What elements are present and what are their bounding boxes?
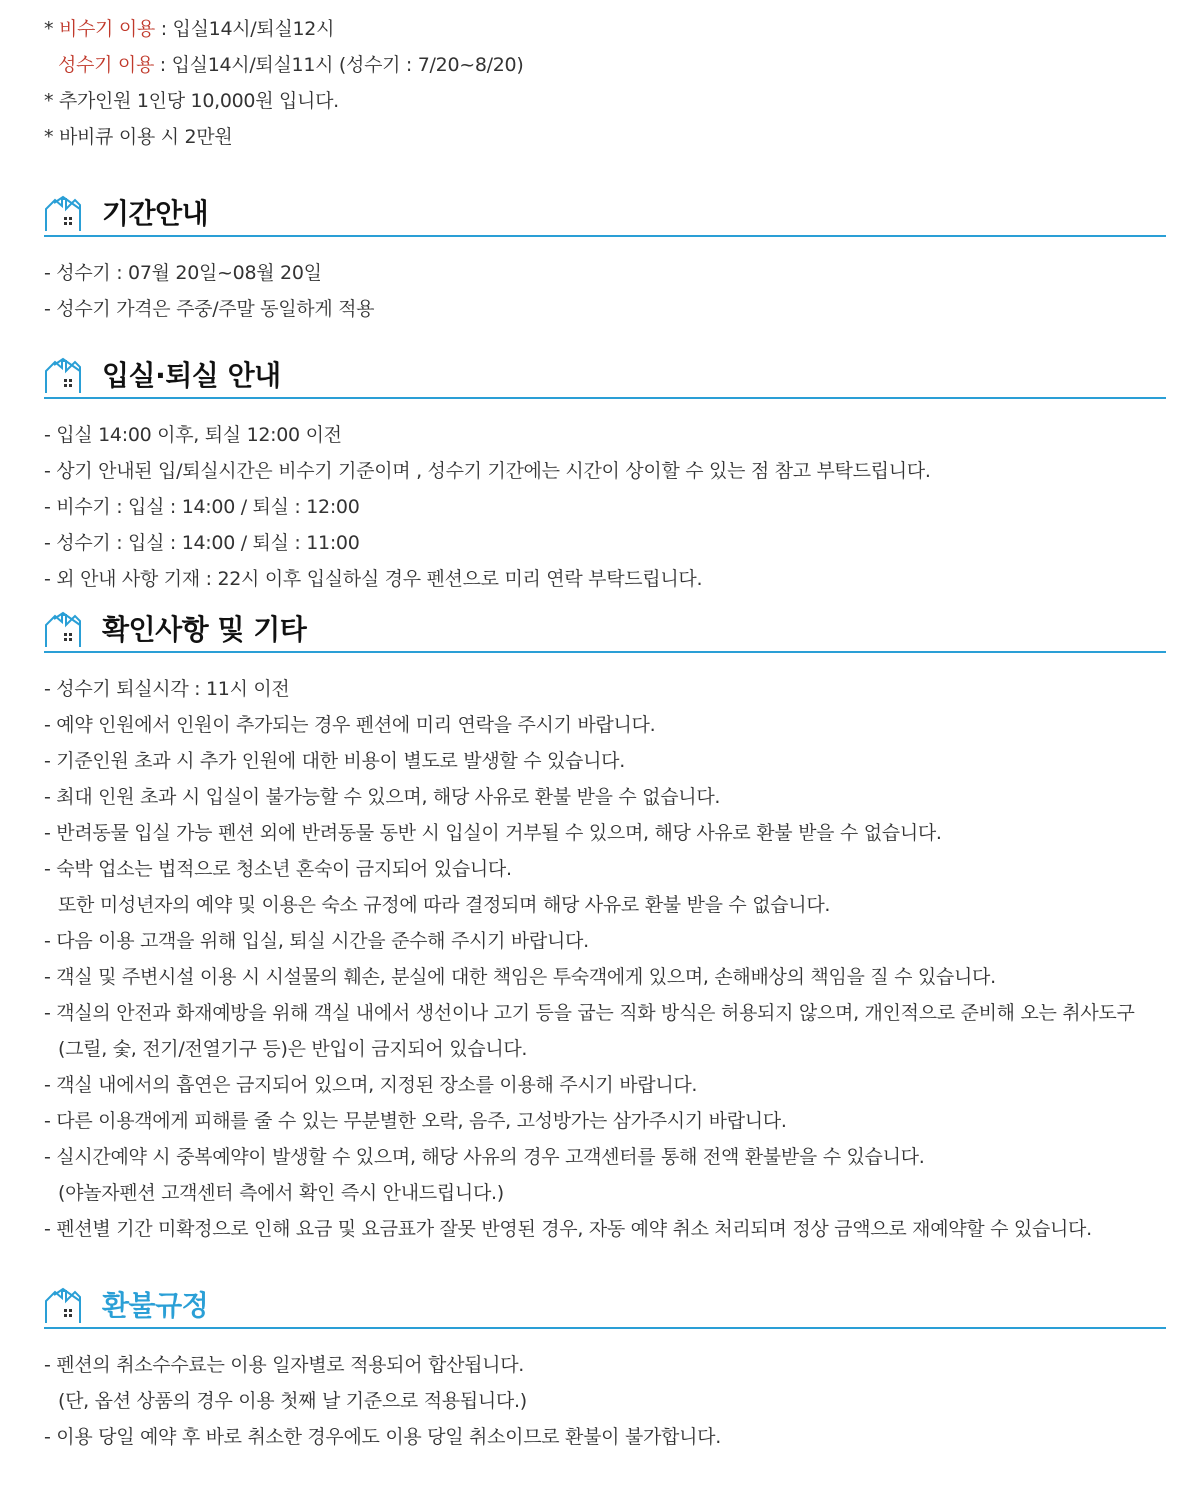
house-icon xyxy=(44,357,82,395)
note-offpeak xyxy=(44,11,1166,47)
section-header xyxy=(44,357,1166,399)
list-item: - 펜션의 취소수수료는 이용 일자별로 적용되어 합산됩니다. xyxy=(44,1354,525,1376)
notes-block xyxy=(44,0,1166,155)
section-checkin xyxy=(44,357,1166,597)
list-item: - 예약 인원에서 인원이 추가되는 경우 펜션에 미리 연락을 주시기 바랍니다. xyxy=(44,714,656,736)
bullet-star: * xyxy=(44,18,59,40)
section-title: 확인사항 및 기타 xyxy=(102,613,307,646)
section-header xyxy=(44,195,1166,237)
section-title: 환불규정 xyxy=(102,1289,209,1322)
list-item: - 성수기 : 입실 : 14:00 / 퇴실 : 11:00 xyxy=(44,532,360,554)
section-header xyxy=(44,1287,1166,1329)
list-item: - 반려동물 입실 가능 펜션 외에 반려동물 동반 시 입실이 거부될 수 있으며, 해당 사유로 환불 받을 수 없습니다. xyxy=(44,822,942,844)
offpeak-text: : 입실14시/퇴실12시 xyxy=(154,18,335,40)
list-item: - 다른 이용객에게 피해를 줄 수 있는 무분별한 오락, 음주, 고성방가는 삼가주시기 바랍니다. xyxy=(44,1110,787,1132)
section-period xyxy=(44,195,1166,327)
list-item: - 객실 및 주변시설 이용 시 시설물의 훼손, 분실에 대한 책임은 투숙객에게 있으며, 손해배상의 책임을 질 수 있습니다. xyxy=(44,966,996,988)
list-item: - 펜션별 기간 미확정으로 인해 요금 및 요금표가 잘못 반영된 경우, 자동 예약 취소 처리되며 정상 금액으로 재예약할 수 있습니다. xyxy=(44,1218,1092,1240)
list-item: - 상기 안내된 입/퇴실시간은 비수기 기준이며 , 성수기 기간에는 시간이 상이할 수 있는 점 참고 부탁드립니다. xyxy=(44,460,931,482)
note-extra-person: * 추가인원 1인당 10,000원 입니다. xyxy=(44,90,339,112)
list-item: - 성수기 퇴실시각 : 11시 이전 xyxy=(44,678,290,700)
list-item: - 다음 이용 고객을 위해 입실, 퇴실 시간을 준수해 주시기 바랍니다. xyxy=(44,930,589,952)
section-refund xyxy=(44,1287,1166,1455)
list-item: - 외 안내 사항 기재 : 22시 이후 입실하실 경우 펜션으로 미리 연락 부탁드립니다. xyxy=(44,568,703,590)
section-title: 기간안내 xyxy=(102,197,209,230)
offpeak-label: 비수기 이용 xyxy=(58,18,155,40)
house-icon xyxy=(44,1287,82,1325)
peak-text: : 입실14시/퇴실11시 (성수기 : 7/20~8/20) xyxy=(154,54,524,76)
note-peak xyxy=(44,47,1166,83)
note-bbq: * 바비큐 이용 시 2만원 xyxy=(44,126,233,148)
house-icon xyxy=(44,195,82,233)
list-item-continued: (야놀자펜션 고객센터 측에서 확인 즉시 안내드립니다.) xyxy=(58,1182,504,1204)
list-item: - 객실 내에서의 흡연은 금지되어 있으며, 지정된 장소를 이용해 주시기 바랍니다. xyxy=(44,1074,698,1096)
list-item: - 입실 14:00 이후, 퇴실 12:00 이전 xyxy=(44,424,342,446)
section-notice xyxy=(44,611,1166,1247)
house-icon xyxy=(44,611,82,649)
content xyxy=(44,0,1166,1455)
section-header xyxy=(44,611,1166,653)
list-item: - 객실의 안전과 화재예방을 위해 객실 내에서 생선이나 고기 등을 굽는 직화 방식은 허용되지 않으며, 개인적으로 준비해 오는 취사도구 xyxy=(44,1002,1135,1024)
list-item-continued: (단, 옵션 상품의 경우 이용 첫째 날 기준으로 적용됩니다.) xyxy=(58,1390,527,1412)
peak-label: 성수기 이용 xyxy=(58,54,155,76)
list-item: - 최대 인원 초과 시 입실이 불가능할 수 있으며, 해당 사유로 환불 받을 수 없습니다. xyxy=(44,786,721,808)
list-item: - 이용 당일 예약 후 바로 취소한 경우에도 이용 당일 취소이므로 환불이 불가합니다. xyxy=(44,1426,721,1448)
list-item: - 비수기 : 입실 : 14:00 / 퇴실 : 12:00 xyxy=(44,496,360,518)
list-item: - 실시간예약 시 중복예약이 발생할 수 있으며, 해당 사유의 경우 고객센터를 통해 전액 환불받을 수 있습니다. xyxy=(44,1146,925,1168)
list-item: - 성수기 가격은 주중/주말 동일하게 적용 xyxy=(44,298,375,320)
list-item: - 기준인원 초과 시 추가 인원에 대한 비용이 별도로 발생할 수 있습니다. xyxy=(44,750,625,772)
list-item: - 숙박 업소는 법적으로 청소년 혼숙이 금지되어 있습니다. xyxy=(44,858,512,880)
list-item: - 성수기 : 07월 20일~08월 20일 xyxy=(44,262,322,284)
list-item-continued: 또한 미성년자의 예약 및 이용은 숙소 규정에 따라 결정되며 해당 사유로 환불 받을 수 없습니다. xyxy=(58,894,831,916)
list-item-continued: (그릴, 숯, 전기/전열기구 등)은 반입이 금지되어 있습니다. xyxy=(58,1038,528,1060)
section-title: 입실·퇴실 안내 xyxy=(102,359,281,392)
